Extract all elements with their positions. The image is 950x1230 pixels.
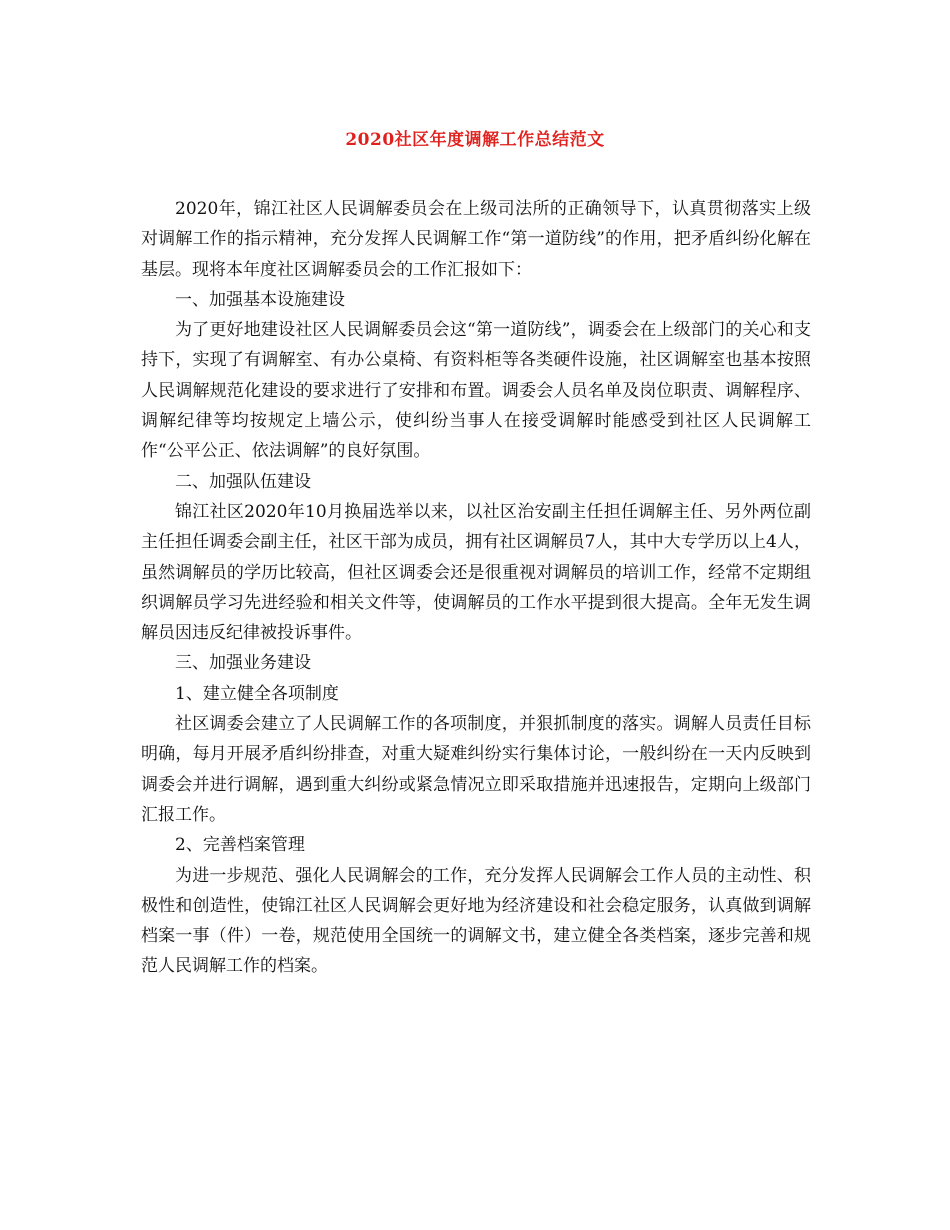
archives-paragraph: 为进一步规范、强化人民调解会的工作，充分发挥人民调解会工作人员的主动性、积极性和创造性，使锦江社区人民调解会更好地为经济建设和社会稳定服务，认真做到调解档案一事（件）一卷，规范使用全国统一的调解文书，建立健全各类档案，逐步完善和规范人民调解工作的档案。 xyxy=(141,865,811,977)
section-heading-infrastructure: 一、加强基本设施建设 xyxy=(175,289,345,310)
systems-paragraph: 社区调委会建立了人民调解工作的各项制度，并狠抓制度的落实。调解人员责任目标明确，每月开展矛盾纠纷排查，对重大疑难纠纷实行集体讨论，一般纠纷在一天内反映到调委会并进行调解，遇到重大纠纷或紧急情况立即采取措施并迅速报告，定期向上级部门汇报工作。 xyxy=(141,714,811,825)
document-body xyxy=(141,194,811,982)
subsection-heading-archives: 2、完善档案管理 xyxy=(175,835,305,856)
team-paragraph: 锦江社区2020年10月换届选举以来，以社区治安副主任担任调解主任、另外两位副主任担任调委会副主任，社区干部为成员，拥有社区调解员7人，其中大专学历以上4人，虽然调解员的学历比较高，但社区调委会还是很重视对调解员的培训工作，经常不定期组织调解员学习先进经验和相关文件等，使调解员的工作水平提到很大提高。全年无发生调解员因违反纪律被投诉事件。 xyxy=(141,501,811,644)
subsection-heading-systems: 1、建立健全各项制度 xyxy=(175,683,339,704)
document-title: 2020社区年度调解工作总结范文 xyxy=(345,130,605,150)
infrastructure-paragraph: 为了更好地建设社区人民调解委员会这“第一道防线”，调委会在上级部门的关心和支持下，实现了有调解室、有办公桌椅、有资料柜等各类硬件设施，社区调解室也基本按照人民调解规范化建设的要求进行了安排和布置。调委会人员名单及岗位职责、调解程序、调解纪律等均按规定上墙公示，使纠纷当事人在接受调解时能感受到社区人民调解工作“公平公正、依法调解”的良好氛围。 xyxy=(141,320,811,462)
section-heading-team: 二、加强队伍建设 xyxy=(175,471,311,492)
intro-paragraph: 2020年，锦江社区人民调解委员会在上级司法所的正确领导下，认真贯彻落实上级对调解工作的指示精神，充分发挥人民调解工作“第一道防线”的作用，把矛盾纠纷化解在基层。现将本年度社区调解委员会的工作汇报如下： xyxy=(141,199,811,280)
section-heading-business: 三、加强业务建设 xyxy=(175,653,311,674)
